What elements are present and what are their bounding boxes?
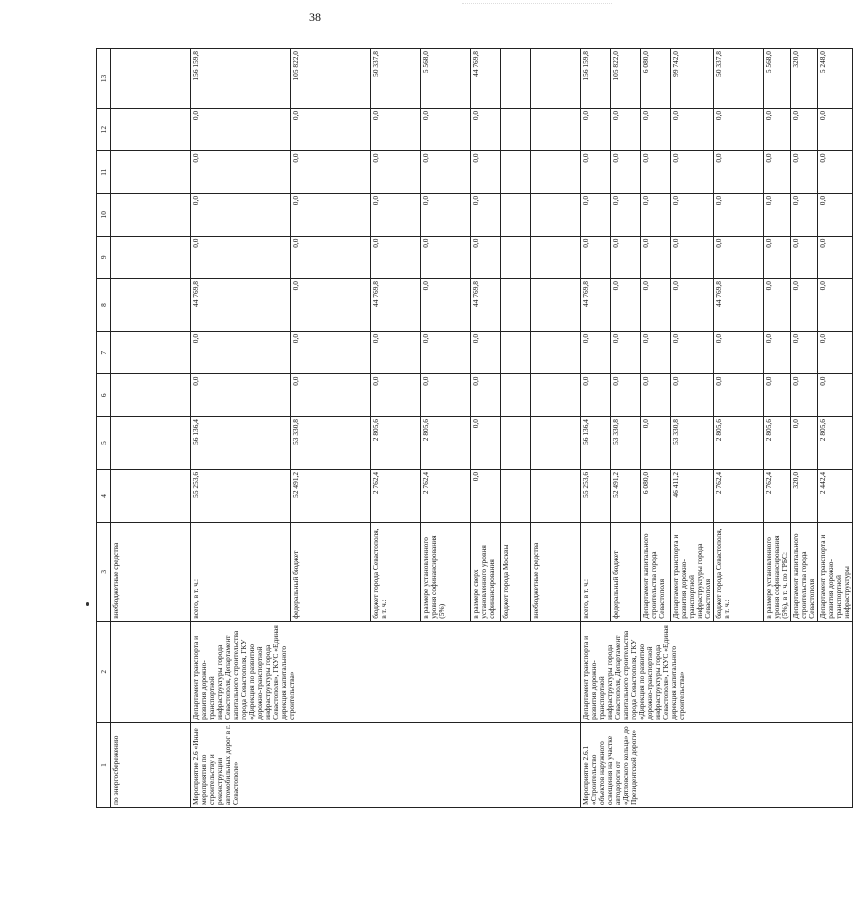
amount-cell: 320,0 [790, 469, 817, 522]
amount-cell: 0,0 [817, 193, 852, 236]
source-cell: Департамент транспорта и развития дорожно-транспортной инфраструктуры города Севастополя [671, 522, 714, 621]
measure-cell: Мероприятие 2.6 «Иные мероприятия по строительству и реконструкции автомобильных дорог в г. Севастополе» [191, 722, 581, 807]
amount-cell: 0,0 [191, 193, 291, 236]
amount-cell: 53 330,8 [611, 417, 641, 470]
amount-cell: 50 337,8 [713, 49, 763, 109]
amount-cell: 53 330,8 [671, 417, 714, 470]
amount-cell: 44 769,8 [371, 279, 421, 332]
amount-cell [501, 331, 531, 374]
amount-cell: 0,0 [581, 236, 611, 279]
source-cell: в размере установленного уровня софинансирования (5%), в т. ч. по ГРБС: [763, 522, 790, 621]
table-row [111, 49, 191, 808]
table-row [191, 49, 291, 808]
amount-cell: 0,0 [191, 331, 291, 374]
amount-cell: 0,0 [713, 108, 763, 151]
amount-cell: 0,0 [641, 193, 671, 236]
amount-cell [111, 193, 191, 236]
amount-cell: 105 822,0 [291, 49, 371, 109]
amount-cell: 0,0 [671, 374, 714, 417]
amount-cell [111, 279, 191, 332]
amount-cell: 0,0 [763, 331, 790, 374]
amount-cell: 0,0 [611, 151, 641, 194]
amount-cell: 0,0 [471, 374, 501, 417]
amount-cell: 55 253,6 [581, 469, 611, 522]
amount-cell: 2 762,4 [713, 469, 763, 522]
amount-cell: 0,0 [371, 331, 421, 374]
amount-cell: 2 805,6 [817, 417, 852, 470]
amount-cell: 0,0 [581, 151, 611, 194]
table-header-row [97, 49, 111, 808]
amount-cell: 56 136,4 [581, 417, 611, 470]
amount-cell: 0,0 [763, 374, 790, 417]
amount-cell [501, 193, 531, 236]
amount-cell: 0,0 [817, 151, 852, 194]
amount-cell [111, 151, 191, 194]
amount-cell: 6 080,0 [641, 49, 671, 109]
amount-cell: 0,0 [671, 236, 714, 279]
amount-cell: 0,0 [817, 331, 852, 374]
amount-cell: 320,0 [790, 49, 817, 109]
amount-cell: 0,0 [611, 279, 641, 332]
amount-cell: 44 769,8 [713, 279, 763, 332]
amount-cell: 0,0 [790, 417, 817, 470]
header-cell: 2 [97, 621, 111, 722]
amount-cell: 0,0 [713, 151, 763, 194]
source-cell: бюджет города Севастополя, в т. ч.: [713, 522, 763, 621]
amount-cell: 0,0 [471, 236, 501, 279]
amount-cell [111, 236, 191, 279]
amount-cell: 5 568,0 [421, 49, 471, 109]
source-cell: федеральный бюджет [611, 522, 641, 621]
amount-cell: 2 805,6 [763, 417, 790, 470]
amount-cell: 0,0 [671, 108, 714, 151]
amount-cell: 0,0 [763, 236, 790, 279]
header-cell: 5 [97, 417, 111, 470]
amount-cell: 0,0 [371, 193, 421, 236]
executor-cell [111, 621, 191, 722]
amount-cell [111, 417, 191, 470]
header-cell: 13 [97, 49, 111, 109]
amount-cell: 0,0 [641, 236, 671, 279]
amount-cell: 0,0 [291, 151, 371, 194]
amount-cell: 0,0 [291, 374, 371, 417]
amount-cell: 0,0 [790, 193, 817, 236]
table-row [581, 49, 611, 808]
amount-cell [531, 374, 581, 417]
amount-cell [111, 108, 191, 151]
amount-cell [501, 279, 531, 332]
header-cell: 10 [97, 193, 111, 236]
amount-cell: 0,0 [371, 151, 421, 194]
source-cell: всего, в т. ч.: [191, 522, 291, 621]
amount-cell: 0,0 [641, 108, 671, 151]
amount-cell: 0,0 [471, 151, 501, 194]
amount-cell: 0,0 [763, 193, 790, 236]
amount-cell: 0,0 [817, 236, 852, 279]
amount-cell: 2 805,6 [421, 417, 471, 470]
amount-cell: 44 769,8 [191, 279, 291, 332]
amount-cell: 53 330,8 [291, 417, 371, 470]
header-cell: 12 [97, 108, 111, 151]
budget-table [96, 48, 853, 808]
amount-cell: 0,0 [790, 374, 817, 417]
scan-speck [86, 602, 89, 606]
amount-cell: 0,0 [191, 108, 291, 151]
amount-cell: 0,0 [713, 331, 763, 374]
amount-cell [531, 236, 581, 279]
amount-cell [111, 49, 191, 109]
source-cell: федеральный бюджет [291, 522, 371, 621]
source-cell: Департамент капитального строительства города Севастополя [641, 522, 671, 621]
amount-cell: 0,0 [581, 331, 611, 374]
amount-cell: 0,0 [611, 193, 641, 236]
source-cell: бюджет города Москвы [501, 522, 531, 621]
amount-cell: 99 742,0 [671, 49, 714, 109]
amount-cell: 0,0 [421, 374, 471, 417]
amount-cell: 0,0 [371, 108, 421, 151]
amount-cell: 0,0 [763, 151, 790, 194]
amount-cell: 50 337,8 [371, 49, 421, 109]
amount-cell [531, 151, 581, 194]
amount-cell: 52 491,2 [611, 469, 641, 522]
amount-cell: 0,0 [471, 331, 501, 374]
header-cell: 7 [97, 331, 111, 374]
amount-cell: 0,0 [421, 331, 471, 374]
amount-cell: 0,0 [471, 193, 501, 236]
amount-cell: 0,0 [291, 193, 371, 236]
amount-cell: 0,0 [191, 374, 291, 417]
amount-cell: 0,0 [291, 331, 371, 374]
amount-cell: 0,0 [291, 279, 371, 332]
amount-cell: 0,0 [713, 374, 763, 417]
amount-cell: 0,0 [790, 331, 817, 374]
amount-cell: 0,0 [790, 151, 817, 194]
amount-cell: 0,0 [471, 417, 501, 470]
header-cell: 3 [97, 522, 111, 621]
amount-cell: 0,0 [611, 236, 641, 279]
amount-cell: 0,0 [471, 108, 501, 151]
amount-cell: 156 159,8 [581, 49, 611, 109]
page-number: 38 [309, 10, 321, 24]
amount-cell: 2 805,6 [371, 417, 421, 470]
amount-cell [111, 331, 191, 374]
amount-cell [111, 374, 191, 417]
executor-cell: Департамент транспорта и развития дорожно-транспортной инфраструктуры города Севастополя, Департамент капитального строительства города Севастополя, ГКУ «Дирекция по развитию дорожно-транспортной инфраструктуры города Севастополя», ГКУС «Единая дирекция капитального строительства» [191, 621, 581, 722]
source-cell: Департамент транспорта и развития дорожно-транспортной инфраструктуры [817, 522, 852, 621]
source-cell: внебюджетные средства [111, 522, 191, 621]
source-cell: Департамент капитального строительства города Севастополя [790, 522, 817, 621]
amount-cell: 0,0 [581, 193, 611, 236]
amount-cell [501, 469, 531, 522]
amount-cell: 0,0 [291, 108, 371, 151]
amount-cell: 156 159,8 [191, 49, 291, 109]
source-cell: в размере установленного уровня софинансирования (5%) [421, 522, 471, 621]
amount-cell: 6 080,0 [641, 469, 671, 522]
amount-cell: 0,0 [790, 279, 817, 332]
amount-cell [501, 108, 531, 151]
amount-cell [111, 469, 191, 522]
amount-cell: 44 769,8 [581, 279, 611, 332]
amount-cell: 0,0 [817, 108, 852, 151]
rotated-table-wrapper [96, 48, 851, 808]
amount-cell: 0,0 [713, 193, 763, 236]
amount-cell: 2 442,4 [817, 469, 852, 522]
amount-cell: 5 248,0 [817, 49, 852, 109]
scan-artifact [462, 3, 612, 10]
amount-cell: 2 805,6 [713, 417, 763, 470]
amount-cell [501, 49, 531, 109]
amount-cell [501, 417, 531, 470]
amount-cell: 0,0 [763, 279, 790, 332]
amount-cell [531, 417, 581, 470]
amount-cell [531, 469, 581, 522]
amount-cell: 0,0 [817, 279, 852, 332]
amount-cell: 0,0 [421, 279, 471, 332]
measure-cell: по энергосбережению [111, 722, 191, 807]
amount-cell: 0,0 [421, 193, 471, 236]
header-cell: 11 [97, 151, 111, 194]
amount-cell: 2 762,4 [371, 469, 421, 522]
amount-cell: 0,0 [611, 108, 641, 151]
amount-cell [501, 236, 531, 279]
amount-cell [531, 193, 581, 236]
amount-cell: 0,0 [471, 469, 501, 522]
amount-cell: 0,0 [191, 236, 291, 279]
header-cell: 9 [97, 236, 111, 279]
amount-cell: 55 253,6 [191, 469, 291, 522]
amount-cell: 0,0 [713, 236, 763, 279]
amount-cell [531, 49, 581, 109]
amount-cell: 0,0 [611, 331, 641, 374]
amount-cell: 0,0 [581, 108, 611, 151]
amount-cell: 0,0 [671, 151, 714, 194]
amount-cell: 0,0 [671, 279, 714, 332]
amount-cell: 0,0 [421, 151, 471, 194]
amount-cell [531, 331, 581, 374]
amount-cell: 2 762,4 [421, 469, 471, 522]
amount-cell [501, 151, 531, 194]
amount-cell: 0,0 [371, 236, 421, 279]
source-cell: в размере сверх установленного уровня софинансирования [471, 522, 501, 621]
amount-cell: 0,0 [641, 417, 671, 470]
amount-cell: 44 769,8 [471, 279, 501, 332]
amount-cell: 105 822,0 [611, 49, 641, 109]
amount-cell [531, 279, 581, 332]
amount-cell: 56 136,4 [191, 417, 291, 470]
amount-cell: 5 568,0 [763, 49, 790, 109]
amount-cell: 0,0 [641, 331, 671, 374]
amount-cell [501, 374, 531, 417]
amount-cell: 0,0 [581, 374, 611, 417]
amount-cell: 52 491,2 [291, 469, 371, 522]
header-cell: 8 [97, 279, 111, 332]
amount-cell: 44 769,8 [471, 49, 501, 109]
source-cell: внебюджетные средства [531, 522, 581, 621]
amount-cell: 0,0 [817, 374, 852, 417]
amount-cell: 46 411,2 [671, 469, 714, 522]
amount-cell: 0,0 [611, 374, 641, 417]
source-cell: бюджет города Севастополя, в т. ч.: [371, 522, 421, 621]
amount-cell: 0,0 [763, 108, 790, 151]
amount-cell: 0,0 [421, 108, 471, 151]
amount-cell: 0,0 [371, 374, 421, 417]
amount-cell: 0,0 [790, 108, 817, 151]
header-cell: 4 [97, 469, 111, 522]
header-cell: 1 [97, 722, 111, 807]
executor-cell: Департамент транспорта и развития дорожно-транспортной инфраструктуры города Севастополя, Департамент капитального строительства города Севастополя, ГКУ «Дирекция по развитию дорожно-транспортной инфраструктуры города Севастополя», ГКУС «Единая дирекция капитального строительства» [581, 621, 853, 722]
amount-cell: 0,0 [191, 151, 291, 194]
header-cell: 6 [97, 374, 111, 417]
source-cell: всего, в т. ч.: [581, 522, 611, 621]
amount-cell: 0,0 [421, 236, 471, 279]
amount-cell: 0,0 [790, 236, 817, 279]
amount-cell: 0,0 [671, 331, 714, 374]
amount-cell: 0,0 [671, 193, 714, 236]
amount-cell [531, 108, 581, 151]
amount-cell: 0,0 [641, 151, 671, 194]
amount-cell: 0,0 [641, 279, 671, 332]
amount-cell: 2 762,4 [763, 469, 790, 522]
amount-cell: 0,0 [641, 374, 671, 417]
amount-cell: 0,0 [291, 236, 371, 279]
measure-cell: Мероприятие 2.6.1 «Строительство объектов наружного освещения на участке автодороги от «Дятловского кольца» до Президентской дороги» [581, 722, 853, 807]
